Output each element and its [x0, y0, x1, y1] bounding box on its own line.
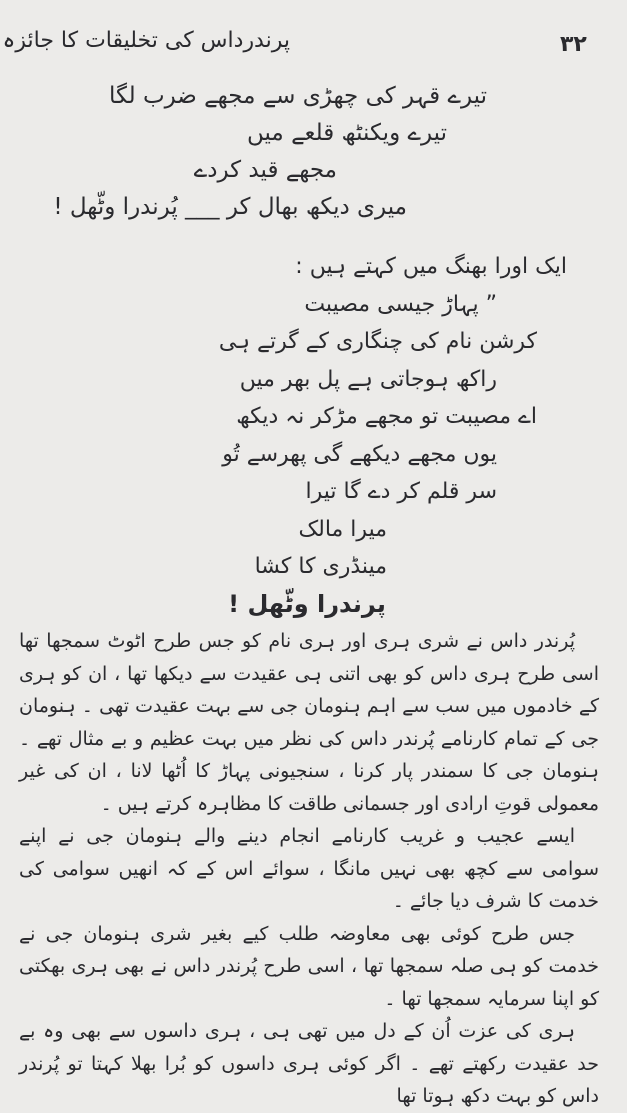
poem-line: میری دیکھ بھال کر ___ پُرندرا وٹّھل !: [53, 194, 407, 220]
paragraph: پُرندر داس نے شری ہری اور ہری نام کو جس طرح اٹوٹ سمجھا تھا اسی طرح ہری داس کو بھی اتنی ہی عقیدت سے دیکھا تھا ، ان کو ہری کے خادموں میں سب سے اہم ہنومان جی سے بہت عقیدت تھی ۔ ہنومان جی کے تمام کارنامے پُرندر داس کی نظر میں بہت عظیم و بے مثال تھے ۔ ہنومان جی کا سمندر پار کرنا ، سنجیونی پہاڑ کا اُٹھا لانا ، ان کی غیر معمولی قوتِ ارادی اور جسمانی طاقت کا مظاہرہ کرتے ہیں ۔: [19, 630, 599, 815]
poem-line: کرشن نام کی چنگاری کے گرتے ہی: [218, 329, 537, 354]
poem-intro: ایک اورا بھنگ میں کہتے ہیں :: [295, 254, 567, 279]
poem-line: تیرے قہر کی چھڑی سے مجھے ضرب لگا: [108, 83, 487, 109]
page-header: [0, 22, 627, 62]
paragraph: جس طرح کوئی بھی معاوضہ طلب کیے بغیر شری ہنومان جی نے خدمت کو ہی صلہ سمجھا تھا ، اسی طرح پُرندر داس نے بھی ہری بھکتی کو اپنا سرمایہ سمجھا تھا ۔: [19, 922, 599, 1010]
prose-body: [19, 625, 599, 1113]
poem-line: مجھے قید کردے: [193, 157, 337, 183]
poem-line: میرا مالک: [298, 516, 387, 542]
poem-stanza-2: [47, 248, 567, 586]
paragraph: ہری کی عزت اُن کے دل میں تھی ہی ، ہری داسوں سے بھی وہ بے حد عقیدت رکھتے تھے ۔ اگر کوئی ہری داسوں کو بُرا بھلا کہتا تو پُرندر داس کو بہت دکھ ہوتا تھا: [19, 1020, 599, 1107]
poem-line: اے مصیبت تو مجھے مڑکر نہ دیکھ: [236, 404, 537, 429]
poem-line: راکھ ہوجاتی ہے پل بھر میں: [239, 366, 497, 392]
running-title: پرندرداس کی تخلیقات کا جائزہ: [2, 28, 290, 53]
refrain-heading: پرندرا وٹّھل !: [228, 590, 386, 618]
poem-line: سر قلم کر دے گا تیرا: [305, 479, 497, 504]
poem-line: تیرے ویکنٹھ قلعے میں: [246, 120, 447, 146]
page-number: ۳۲: [560, 32, 587, 57]
poem-line: یوں مجھے دیکھے گی پھرسے تُو: [222, 441, 497, 467]
paragraph: ایسے عجیب و غریب کارنامے انجام دینے والے ہنومان جی نے اپنے سوامی سے کچھ بھی نہیں مانگا ، سوائے اس کے کہ انھیں سوامی کی خدمت کا شرف دیا جائے ۔: [19, 825, 599, 912]
poem-line: مینڈری کا کشا: [254, 554, 387, 579]
poem-stanza-1: [53, 78, 557, 226]
poem-line: ” پہاڑ جیسی مصیبت: [304, 291, 497, 317]
